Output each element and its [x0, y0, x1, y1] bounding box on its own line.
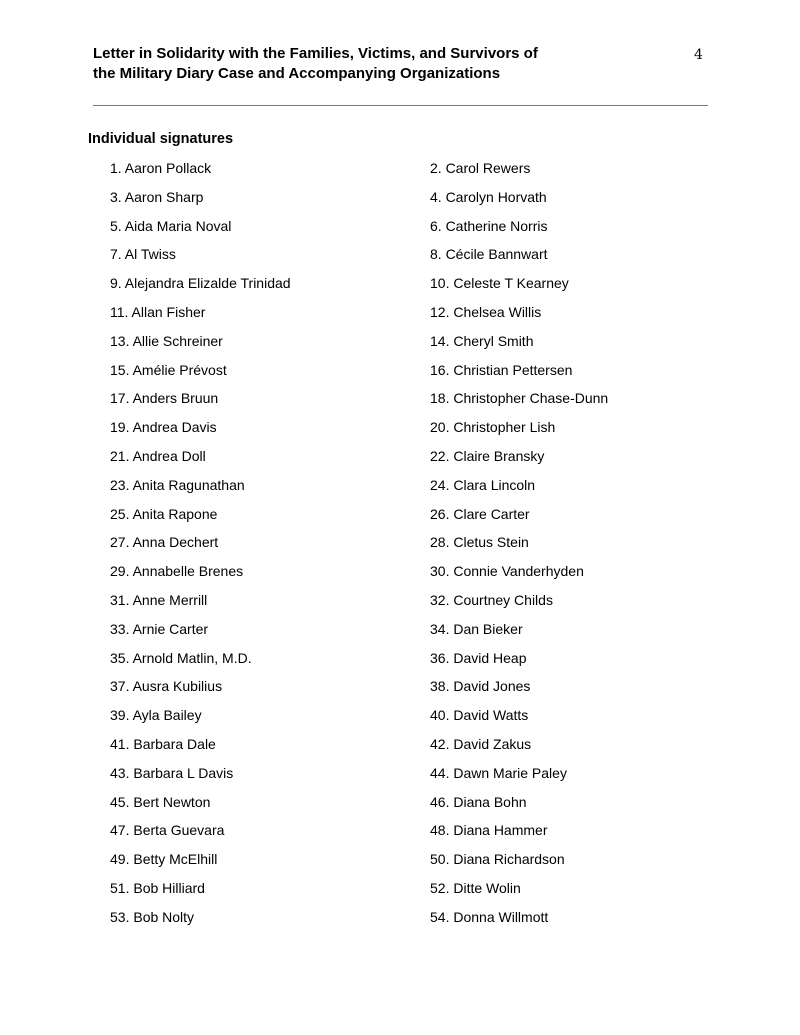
signature-left: 23. Anita Ragunathan	[110, 476, 245, 493]
letter-title-line-2: the Military Diary Case and Accompanying Organizations	[93, 65, 501, 82]
signature-row	[0, 215, 800, 244]
signature-left: 49. Betty McElhill	[110, 851, 218, 868]
signature-row	[0, 301, 800, 330]
section-heading: Individual signatures	[88, 131, 234, 147]
signature-right: 20. Christopher Lish	[430, 419, 556, 436]
signature-row	[0, 906, 800, 935]
signature-right: 16. Christian Pettersen	[430, 361, 573, 378]
signature-left: 1. Aaron Pollack	[110, 160, 212, 176]
signature-right: 44. Dawn Marie Paley	[430, 764, 567, 781]
signature-row	[0, 791, 800, 820]
signature-left: 7. Al Twiss	[110, 246, 176, 263]
signature-right: 30. Connie Vanderhyden	[430, 563, 584, 580]
signature-row	[0, 704, 800, 733]
signature-left: 37. Ausra Kubilius	[110, 678, 223, 695]
signature-row	[0, 445, 800, 474]
signature-row	[0, 560, 800, 589]
signature-left: 47. Berta Guevara	[110, 822, 225, 839]
signature-row	[0, 387, 800, 416]
signature-row	[0, 819, 800, 848]
signature-row	[0, 474, 800, 503]
signature-row	[0, 186, 800, 215]
signature-right: 10. Celeste T Kearney	[430, 275, 569, 292]
signature-right: 34. Dan Bieker	[430, 620, 523, 637]
signature-right: 24. Clara Lincoln	[430, 476, 536, 493]
signature-left: 27. Anna Dechert	[110, 534, 219, 551]
signature-row	[0, 877, 800, 906]
signature-right: 22. Claire Bransky	[430, 447, 545, 464]
signature-row	[0, 733, 800, 762]
signature-row	[0, 618, 800, 647]
signature-left: 21. Andrea Doll	[110, 447, 206, 464]
signature-left: 33. Arnie Carter	[110, 620, 209, 637]
signature-left: 5. Aida Maria Noval	[110, 217, 232, 234]
signature-right: 26. Clare Carter	[430, 505, 530, 522]
signature-left: 9. Alejandra Elizalde Trinidad	[110, 275, 291, 292]
signature-right: 8. Cécile Bannwart	[430, 246, 548, 263]
signature-left: 11. Allan Fisher	[110, 303, 206, 320]
signature-right: 28. Cletus Stein	[430, 534, 529, 551]
page-number: 4	[694, 47, 703, 63]
signature-right: 2. Carol Rewers	[430, 160, 531, 176]
signature-left: 25. Anita Rapone	[110, 505, 218, 522]
signature-right: 32. Courtney Childs	[430, 591, 553, 608]
letter-title-line-1: Letter in Solidarity with the Families, Victims, and Survivors of	[93, 45, 538, 62]
signature-right: 38. David Jones	[430, 678, 531, 695]
signature-row	[0, 359, 800, 388]
signature-row	[0, 531, 800, 560]
signature-row	[0, 157, 800, 186]
signature-left: 3. Aaron Sharp	[110, 188, 204, 205]
signature-left: 35. Arnold Matlin, M.D.	[110, 649, 252, 666]
signature-left: 51. Bob Hilliard	[110, 879, 205, 896]
signature-right: 48. Diana Hammer	[430, 822, 548, 839]
signature-left: 41. Barbara Dale	[110, 735, 216, 752]
signature-row	[0, 848, 800, 877]
signature-right: 14. Cheryl Smith	[430, 332, 534, 349]
signature-left: 17. Anders Bruun	[110, 390, 219, 407]
signature-row	[0, 503, 800, 532]
signature-right: 4. Carolyn Horvath	[430, 188, 547, 205]
signature-row	[0, 243, 800, 272]
signature-row	[0, 330, 800, 359]
signature-left: 45. Bert Newton	[110, 793, 211, 810]
signature-right: 52. Ditte Wolin	[430, 879, 521, 896]
signature-row	[0, 589, 800, 618]
signature-right: 46. Diana Bohn	[430, 793, 527, 810]
signature-right: 40. David Watts	[430, 707, 529, 724]
signature-right: 36. David Heap	[430, 649, 527, 666]
letter-title	[93, 44, 633, 84]
signature-left: 53. Bob Nolty	[110, 908, 195, 925]
header-divider	[93, 105, 708, 106]
signature-right: 54. Donna Willmott	[430, 908, 549, 925]
signature-left: 15. Amélie Prévost	[110, 361, 227, 378]
signature-row	[0, 647, 800, 676]
signature-left: 19. Andrea Davis	[110, 419, 217, 436]
signature-right: 12. Chelsea Willis	[430, 303, 542, 320]
signature-left: 39. Ayla Bailey	[110, 707, 202, 724]
signature-right: 6. Catherine Norris	[430, 217, 548, 234]
signature-right: 42. David Zakus	[430, 735, 532, 752]
signature-list	[0, 157, 800, 935]
signature-row	[0, 762, 800, 791]
signature-left: 31. Anne Merrill	[110, 591, 208, 608]
signature-row	[0, 416, 800, 445]
signature-row	[0, 272, 800, 301]
signature-right: 50. Diana Richardson	[430, 851, 565, 868]
signature-row	[0, 675, 800, 704]
signature-right: 18. Christopher Chase-Dunn	[430, 390, 609, 407]
signature-left: 13. Allie Schreiner	[110, 332, 223, 349]
signature-left: 43. Barbara L Davis	[110, 764, 234, 781]
signature-left: 29. Annabelle Brenes	[110, 563, 244, 580]
